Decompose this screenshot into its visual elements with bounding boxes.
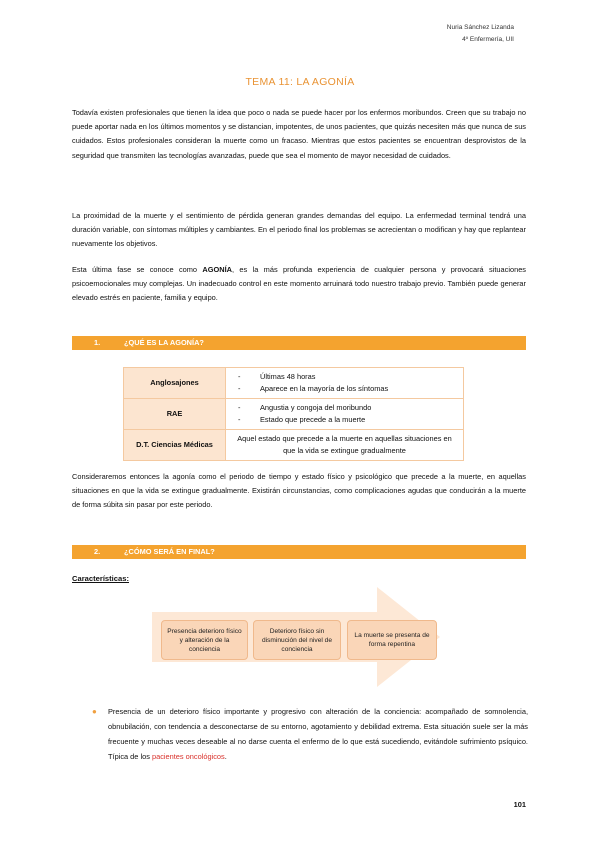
bullet-end: . bbox=[224, 752, 227, 761]
definitions-table bbox=[123, 367, 464, 461]
definition-item: - Aparece en la mayoría de los síntomas bbox=[232, 383, 457, 395]
agony-text-after: , es la más profunda experiencia de cualquier persona y provocará situaciones psicoemocionales muy complejas. Un inadecuado control en este momento arruinará todo nuestro trabajo previo. También puede generar elevado estrés en paciente, familia y equipo. bbox=[72, 265, 526, 303]
agony-text-before: Esta última fase se conoce como bbox=[72, 265, 203, 274]
characteristics-heading: Características: bbox=[72, 574, 129, 583]
section-label: ¿CÓMO SERÁ EN FINAL? bbox=[124, 547, 215, 556]
definition-value bbox=[226, 399, 464, 430]
definition-item: - Angustia y congoja del moribundo bbox=[232, 402, 457, 414]
highlight-text: pacientes oncológicos bbox=[151, 752, 225, 761]
definition-paragraph: Consideraremos entonces la agonía como el periodo de tiempo y estado físico y psicológico que precede a la muerte, en aquellas situaciones en que la vida se extingue gradualmente. Existirán circunstancias, como complicaciones agudas que conducirán a la muerte de forma súbita sin pasar por este periodo. bbox=[72, 472, 526, 510]
section-label: ¿QUÉ ES LA AGONÍA? bbox=[124, 338, 204, 347]
definition-item: - Estado que precede a la muerte bbox=[232, 414, 457, 426]
definition-item: - Últimas 48 horas bbox=[232, 371, 457, 383]
table-row bbox=[124, 430, 464, 461]
definition-term: Anglosajones bbox=[124, 368, 226, 399]
intro-paragraph: Todavía existen profesionales que tienen la idea que poco o nada se puede hacer por los enfermos moribundos. Creen que su trabajo no puede aportar nada en los últimos momentos y se distancian, impotentes, de unos pacientes, que quizás necesiten más que nunca de sus cuidados. Estos profesionales consideran la muerte como un fracaso. Mientras que estos pacientes se encuentran desprovistos de la seguridad que transmiten las tecnologías avanzadas, puede que sea el momento de mayor necesidad de cuidados. bbox=[72, 108, 526, 160]
section-heading-1 bbox=[72, 336, 526, 350]
course-name: 4º Enfermería, UII bbox=[462, 36, 514, 43]
author-name: Nuria Sánchez Lizanda bbox=[446, 24, 514, 31]
stage-box-1: Presencia deterioro físico y alteración de la conciencia bbox=[161, 620, 248, 660]
bullet-dot-icon: ● bbox=[92, 707, 97, 716]
proximity-paragraph: La proximidad de la muerte y el sentimiento de pérdida generan grandes demandas del equipo. La enfermedad terminal tendrá una duración variable, con síntomas múltiples y cambiantes. En el periodo final los problemas se acrecientan o modifican y hay que replantear nuevamente los objetivos. bbox=[72, 211, 526, 249]
agony-paragraph bbox=[72, 263, 526, 306]
stage-box-2: Deterioro físico sin disminución del nivel de conciencia bbox=[253, 620, 341, 660]
table-row bbox=[124, 368, 464, 399]
bullet-item bbox=[92, 704, 528, 764]
page-header bbox=[447, 22, 514, 46]
bullet-text: Presencia de un deterioro físico importante y progresivo con alteración de la conciencia: acompañado de somnolencia, obnubilación, con tendencia a desconectarse de su entorno, agotamiento y debilidad extrema. Esta situación suele ser la más frecuente y muchas veces deseable al no darse cuenta el enfermo de lo que está sucediendo, evitándole sufrimiento psíquico. Típica de los bbox=[108, 707, 528, 761]
definition-value: Aquel estado que precede a la muerte en aquellas situaciones en que la vida se extingue gradualmente bbox=[226, 430, 464, 461]
table-row bbox=[124, 399, 464, 430]
page-number: 101 bbox=[513, 800, 526, 809]
page-title: TEMA 11: LA AGONÍA bbox=[245, 76, 355, 88]
definition-term: D.T. Ciencias Médicas bbox=[124, 430, 226, 461]
stage-box-3: La muerte se presenta de forma repentina bbox=[347, 620, 437, 660]
section-number: 1. bbox=[94, 338, 101, 347]
section-number: 2. bbox=[94, 547, 101, 556]
agony-term: AGONÍA bbox=[202, 265, 232, 274]
definition-value bbox=[226, 368, 464, 399]
section-heading-2 bbox=[72, 545, 526, 559]
definition-term: RAE bbox=[124, 399, 226, 430]
